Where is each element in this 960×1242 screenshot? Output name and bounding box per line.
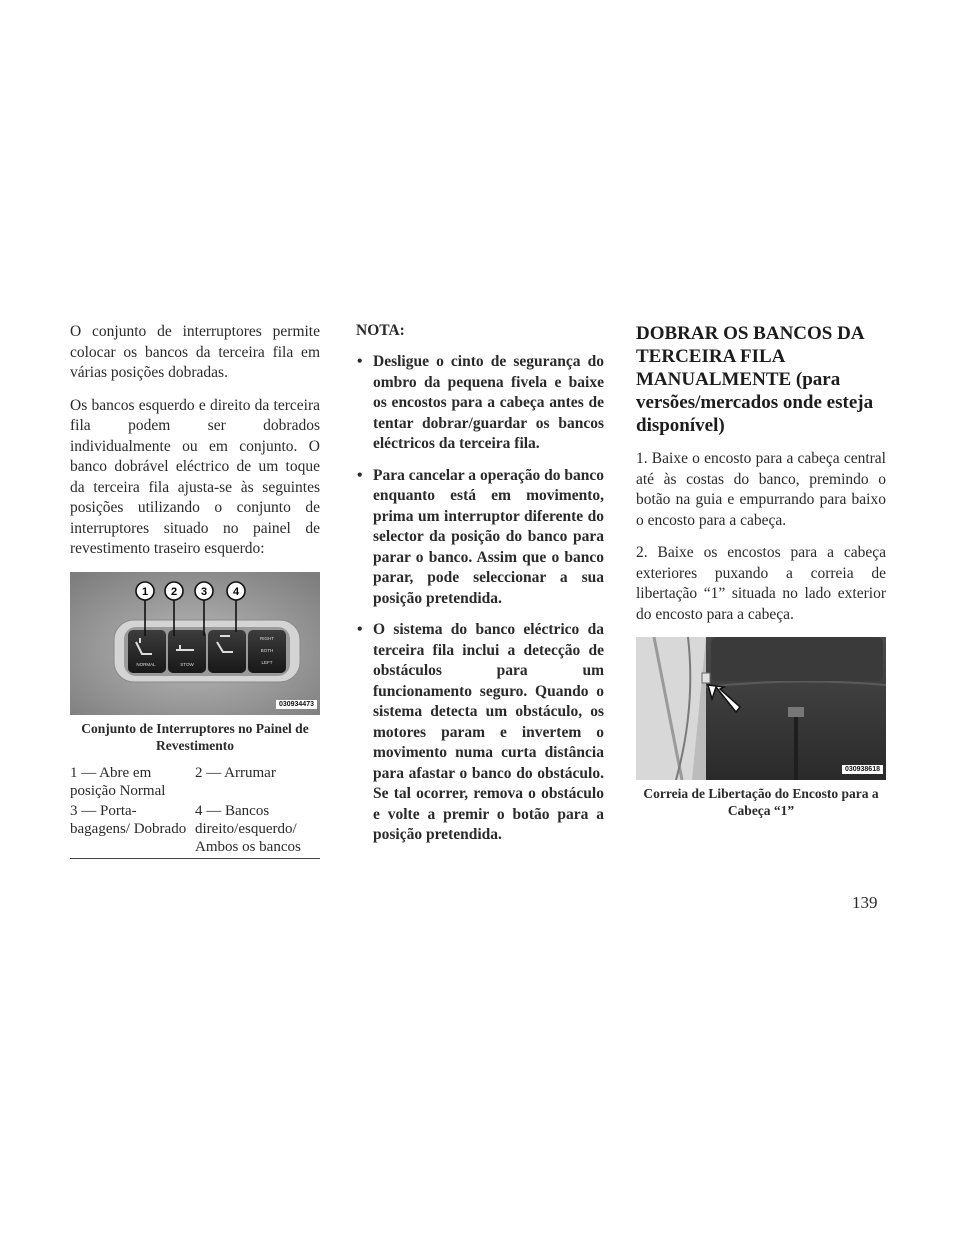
svg-text:STOW: STOW <box>180 661 194 667</box>
callout-1: 1 <box>141 585 149 598</box>
switch-panel-figure <box>70 572 320 715</box>
headrest-strap-figure <box>636 637 886 780</box>
legend-cell: 3 — Porta-bagagens/ Dobrado <box>70 802 187 837</box>
svg-text:RIGHT: RIGHT <box>260 635 274 641</box>
figure-caption: Correia de Libertação do Encosto para a Cabeça “1” <box>643 786 879 818</box>
legend-row <box>70 802 320 859</box>
callout-2: 2 <box>170 585 178 598</box>
figure-code: 030934473 <box>276 700 317 709</box>
step-2-paragraph: 2. Baixe os encostos para a cabeça exteriores puxando a correia de libertação “1” situada no lado exterior do encosto para a cabeça. <box>636 544 886 623</box>
right-column <box>636 322 886 829</box>
legend-row <box>70 764 320 802</box>
middle-column <box>356 322 604 857</box>
list-item: • Desligue o cinto de segurança do ombro da pequena fivela e baixe os encostos para a cabeça antes de tentar dobrar/guardar os bancos eléctricos da terceira fila. <box>357 353 604 452</box>
note-label: NOTA: <box>356 322 405 339</box>
callout-3: 3 <box>200 585 208 598</box>
bullet-icon: • <box>357 466 363 484</box>
list-item: • O sistema do banco eléctrico da terceira fila inclui a detecção de obstáculos para um funcionamento seguro. Quando o sistema detecta um obstáculo, os motores param e invertem o movimento numa curta distância para afastar o banco do obstáculo. Se tal ocorrer, remova o obstáculo e volte a premir o botão para a posição pretendida. <box>357 621 604 843</box>
intro-paragraph: O conjunto de interruptores permite colocar os bancos da terceira fila em várias posições dobradas. <box>70 323 320 381</box>
bullet-icon: • <box>357 621 363 638</box>
page-number: 139 <box>852 893 878 912</box>
headrest-illustration <box>636 637 886 780</box>
callout-4: 4 <box>232 585 240 598</box>
seat-positions-paragraph: Os bancos esquerdo e direito da terceira fila podem ser dobrados individualmente ou em conjunto. O banco dobrável eléctrico de um toque da terceira fila ajusta-se às seguintes posições utilizando o conjunto de interruptores situado no painel de revestimento traseiro esquerdo: <box>70 396 320 557</box>
bullet-icon: • <box>357 353 363 370</box>
section-heading: DOBRAR OS BANCOS DA TERCEIRA FILA MANUALMENTE (para versões/mercados onde esteja disponível) <box>636 323 874 436</box>
svg-text:LEFT: LEFT <box>261 659 273 665</box>
svg-text:BOTH: BOTH <box>260 647 274 653</box>
list-item: • Para cancelar a operação do banco enquanto está em movimento, prima um interruptor diferente do selector da posição do banco para parar o banco. Assim que o banco parar, pode seleccionar a sua posição pretendida. <box>357 466 604 607</box>
note-list <box>356 352 604 846</box>
switch-panel-illustration <box>70 572 320 715</box>
legend-cell: 1 — Abre em posição Normal <box>70 764 166 799</box>
legend-cell: 2 — Arrumar <box>195 764 276 781</box>
step-1-paragraph: 1. Baixe o encosto para a cabeça central até às costas do banco, premindo o botão na guia e empurrando para baixo o encosto para a cabeça. <box>636 450 886 529</box>
legend-cell: 4 — Bancos direito/esquerdo/ Ambos os bancos <box>195 802 301 855</box>
svg-text:NORMAL: NORMAL <box>136 661 156 667</box>
figure-caption: Conjunto de Interruptores no Painel de Revestimento <box>81 720 309 753</box>
figure-code: 030938618 <box>842 765 883 774</box>
left-column <box>70 322 320 859</box>
legend-table <box>70 764 320 859</box>
